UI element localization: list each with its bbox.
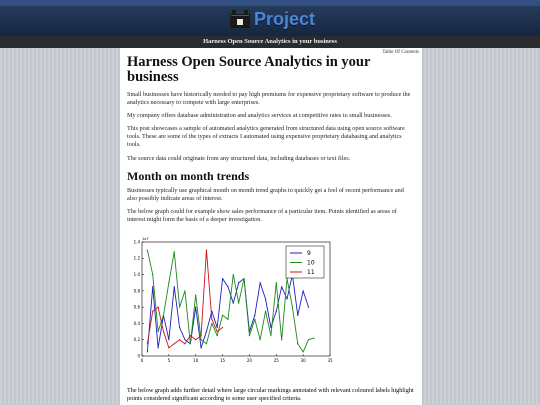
x-tick-label: 35 (327, 358, 333, 363)
data-point-9 (168, 339, 169, 340)
data-point-9 (227, 286, 228, 287)
data-point-9 (200, 347, 201, 348)
data-point-10 (206, 343, 207, 344)
x-tick-label: 0 (140, 358, 144, 363)
y-tick-label: 1.0 (133, 271, 140, 277)
data-point-11 (168, 347, 169, 348)
data-point-10 (184, 290, 185, 291)
data-point-11 (147, 343, 148, 344)
article-page (120, 48, 422, 405)
data-point-10 (233, 274, 234, 275)
data-point-9 (233, 302, 234, 303)
page-title: Harness Open Source Analytics in your business (127, 54, 371, 85)
data-point-10 (308, 339, 309, 340)
article-content (127, 55, 415, 229)
logo-text: Project (254, 8, 316, 29)
data-point-11 (222, 327, 223, 328)
data-point-10 (249, 335, 250, 336)
data-point-9 (179, 327, 180, 328)
y-tick-label: 0 (137, 353, 140, 359)
data-point-11 (174, 343, 175, 344)
x-tick-label: 5 (167, 358, 171, 363)
logo-mark-icon (228, 8, 252, 30)
data-point-9 (281, 286, 282, 287)
intro-paragraph-1: Small businesses have historically needed to pay high premiums for expensive proprietary software to produce the analytics necessary to compete with large enterprises. (127, 91, 411, 107)
data-point-9 (286, 298, 287, 299)
data-point-10 (276, 282, 277, 283)
data-point-10 (243, 278, 244, 279)
section-paragraph-2: The below graph could for example show sales performance of a particular item. Points identified as areas of interest might form the basis of a deeper investigation. (127, 207, 397, 223)
data-point-10 (254, 319, 255, 320)
y-tick-label: 1.4 (133, 239, 140, 245)
data-point-9 (195, 307, 196, 308)
data-point-10 (179, 307, 180, 308)
data-point-10 (211, 323, 212, 324)
data-point-9 (238, 282, 239, 283)
after-chart-paragraph: The below graph adds further detail where large circular markings annotated with relevant coloured labels highlight points considered significant according to some user specified criteria. (127, 387, 414, 403)
data-point-9 (303, 290, 304, 291)
data-point-9 (206, 331, 207, 332)
data-point-9 (217, 327, 218, 328)
data-point-10 (303, 351, 304, 352)
data-point-9 (184, 339, 185, 340)
data-point-11 (200, 335, 201, 336)
data-point-10 (313, 337, 314, 338)
data-point-9 (265, 298, 266, 299)
y-tick-label: 1.2 (133, 255, 140, 261)
data-point-10 (281, 339, 282, 340)
data-point-10 (222, 315, 223, 316)
data-point-10 (147, 250, 148, 251)
site-logo[interactable] (228, 6, 315, 32)
y-multiplier-label: 1e7 (142, 237, 149, 241)
data-point-10 (238, 302, 239, 303)
data-point-10 (152, 274, 153, 275)
data-point-9 (222, 278, 223, 279)
top-banner (0, 0, 540, 36)
data-point-10 (168, 282, 169, 283)
x-tick-label: 25 (273, 358, 279, 363)
data-point-11 (163, 331, 164, 332)
site-subtitle-bar (0, 36, 540, 48)
y-tick-label: 0.8 (133, 288, 140, 294)
data-point-9 (276, 311, 277, 312)
data-point-9 (308, 307, 309, 308)
data-point-11 (211, 319, 212, 320)
y-tick-label: 0.2 (133, 337, 140, 343)
data-point-10 (297, 343, 298, 344)
data-point-11 (158, 307, 159, 308)
table-of-contents-link[interactable]: Table Of Contents (382, 50, 419, 55)
data-point-10 (174, 251, 175, 252)
x-tick-label: 30 (300, 358, 306, 363)
data-point-10 (265, 311, 266, 312)
x-tick-label: 20 (246, 358, 252, 363)
data-point-10 (200, 339, 201, 340)
legend-label-11: 11 (307, 269, 315, 277)
data-point-11 (179, 339, 180, 340)
data-point-9 (260, 282, 261, 283)
data-point-10 (292, 307, 293, 308)
month-trend-chart (124, 230, 350, 380)
intro-paragraph-4: The source data could originate from any structured data, including databases or text files. (127, 154, 351, 162)
data-point-9 (152, 286, 153, 287)
legend-label-9: 9 (307, 250, 311, 258)
legend-label-10: 10 (307, 259, 315, 267)
data-point-10 (158, 331, 159, 332)
y-tick-label: 0.4 (133, 320, 140, 326)
section-title: Month on month trends (127, 168, 250, 183)
data-point-9 (147, 351, 148, 352)
data-point-11 (152, 311, 153, 312)
data-point-9 (254, 315, 255, 316)
data-point-10 (227, 319, 228, 320)
data-point-11 (184, 343, 185, 344)
x-tick-label: 15 (220, 358, 226, 363)
data-point-10 (260, 339, 261, 340)
data-point-10 (190, 343, 191, 344)
y-tick-label: 0.6 (133, 304, 140, 310)
intro-paragraph-3: This post showcases a sample of automated analytics generated from structured data using open source software tools. These are some of the types of extracts I automated using expensive proprietary databasing and analytics tools. (127, 125, 405, 149)
data-point-11 (206, 250, 207, 251)
site-subtitle: Harness Open Source Analytics in your business (203, 38, 337, 45)
x-tick-label: 10 (193, 358, 199, 363)
data-point-9 (158, 347, 159, 348)
data-point-11 (217, 331, 218, 332)
data-point-10 (163, 315, 164, 316)
data-point-9 (297, 315, 298, 316)
data-point-10 (195, 294, 196, 295)
data-point-10 (217, 335, 218, 336)
data-point-9 (174, 286, 175, 287)
data-point-11 (190, 335, 191, 336)
data-point-11 (195, 339, 196, 340)
section-paragraph-1: Businesses typically use graphical month on month trend graphs to quickly get a feel of recent performance and also possibly indicate areas of interest. (127, 186, 404, 202)
data-point-10 (270, 335, 271, 336)
intro-paragraph-2: My company offers database administration and analytics services at competitive rates to small businesses. (127, 112, 392, 120)
